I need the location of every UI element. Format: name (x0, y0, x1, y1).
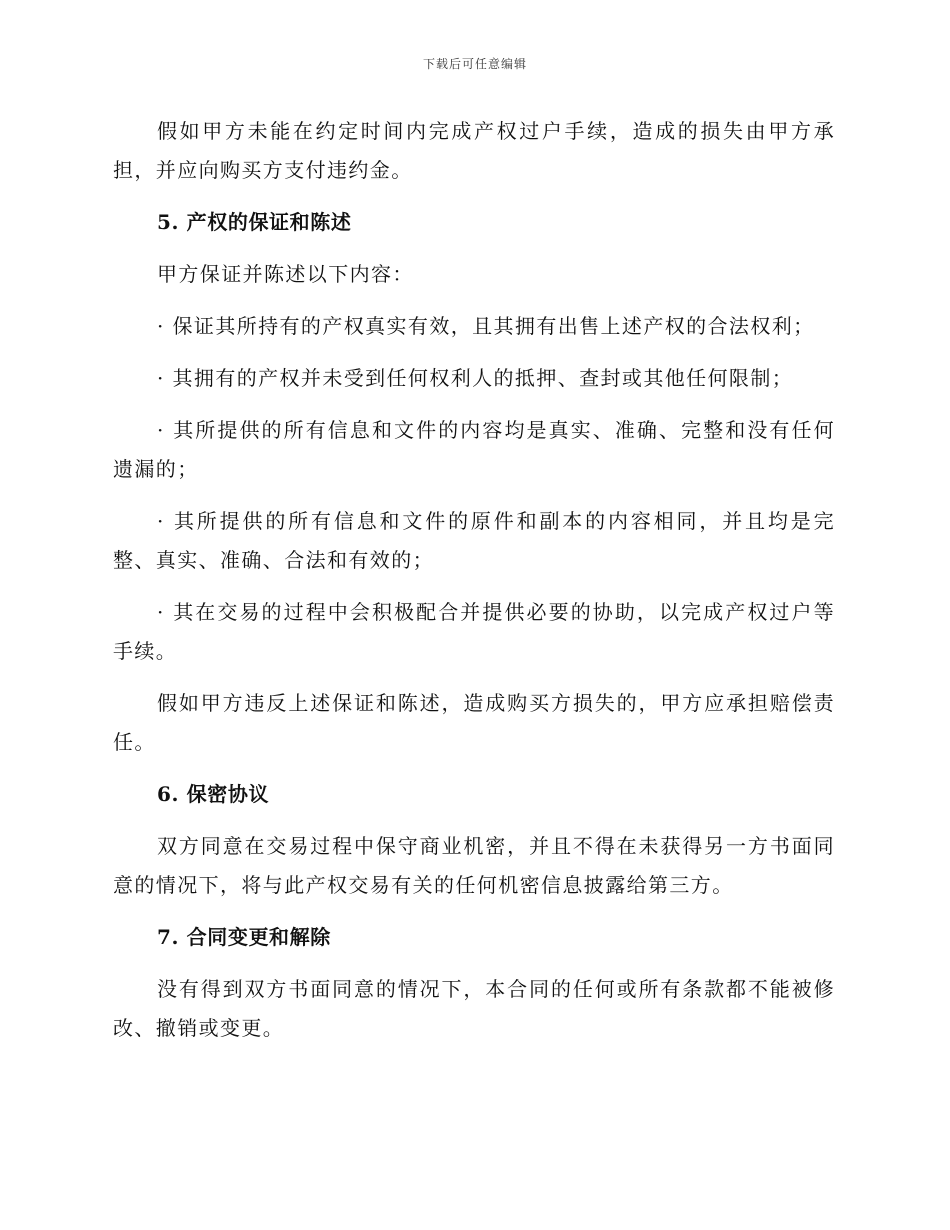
bullet-item-4: · 其所提供的所有信息和文件的原件和副本的内容相同，并且均是完整、真实、准确、合法和有效的； (113, 509, 835, 572)
document-body (113, 112, 835, 1061)
paragraph-confidentiality: 双方同意在交易过程中保守商业机密，并且不得在未获得另一方书面同意的情况下，将与此产权交易有关的任何机密信息披露给第三方。 (113, 834, 835, 897)
bullet-item-3: · 其所提供的所有信息和文件的内容均是真实、准确、完整和没有任何遗漏的； (113, 418, 835, 481)
paragraph-contract-change: 没有得到双方书面同意的情况下，本合同的任何或所有条款都不能被修改、撤销或变更。 (113, 977, 835, 1040)
section-heading-7: 7. 合同变更和解除 (157, 925, 331, 949)
paragraph-breach-liability: 假如甲方违反上述保证和陈述，造成购买方损失的，甲方应承担赔偿责任。 (113, 691, 835, 754)
header-note: 下载后可任意编辑 (422, 57, 527, 71)
bullet-item-2: · 其拥有的产权并未受到任何权利人的抵押、查封或其他任何限制； (157, 366, 794, 390)
paragraph-default-penalty: 假如甲方未能在约定时间内完成产权过户手续，造成的损失由甲方承担，并应向购买方支付违约金。 (113, 119, 835, 182)
bullet-item-1: · 保证其所持有的产权真实有效，且其拥有出售上述产权的合法权利； (157, 314, 815, 338)
paragraph-guarantee-intro: 甲方保证并陈述以下内容： (157, 262, 414, 286)
section-heading-5: 5. 产权的保证和陈述 (157, 210, 352, 234)
section-heading-6: 6. 保密协议 (157, 782, 270, 806)
bullet-item-5: · 其在交易的过程中会积极配合并提供必要的协助，以完成产权过户等手续。 (113, 600, 835, 663)
